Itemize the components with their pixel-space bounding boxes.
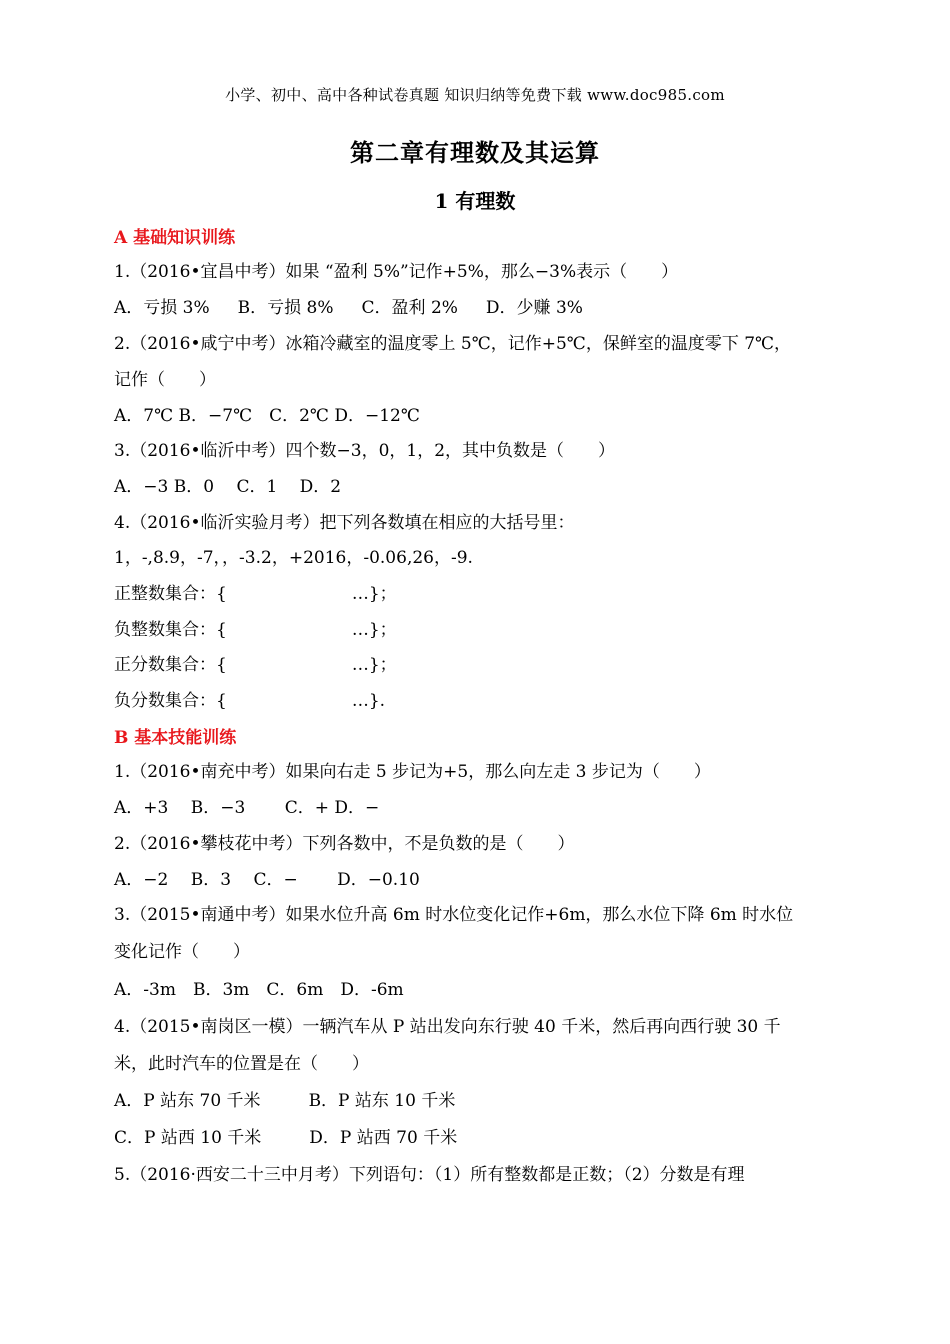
b-question-4-options-row2 xyxy=(114,1126,844,1150)
a-question-3: 3.（2016•临沂中考）四个数−3，0，1，2，其中负数是（ ） xyxy=(114,441,616,461)
option-d: D．P 站西 70 千米 xyxy=(309,1128,458,1148)
a-question-2-line1: 2.（2016•咸宁中考）冰箱冷藏室的温度零上 5℃，记作+5℃，保鲜室的温度零下 7℃， xyxy=(114,334,792,354)
a-question-1: 1.（2016•宜昌中考）如果 “盈利 5%”记作+5%，那么−3%表示（ ） xyxy=(114,262,679,282)
chapter-title: 第二章有理数及其运算 xyxy=(350,138,600,167)
set-end: …}； xyxy=(351,620,397,640)
option-b: B．亏损 8% xyxy=(237,298,334,318)
option-b: B．P 站东 10 千米 xyxy=(308,1091,456,1111)
b-question-3-line1: 3.（2015•南通中考）如果水位升高 6m 时水位变化记作+6m，那么水位下降 6m 时水位 xyxy=(114,905,794,925)
set-negative-fractions xyxy=(114,689,844,713)
b-question-1: 1.（2016•南充中考）如果向右走 5 步记为+5，那么向左走 3 步记为（ ） xyxy=(114,762,711,782)
set-label: 负分数集合：{ xyxy=(114,691,227,711)
a-question-4: 4.（2016•临沂实验月考）把下列各数填在相应的大括号里： xyxy=(114,513,575,533)
set-label: 正分数集合：{ xyxy=(114,655,227,675)
b-question-2: 2.（2016•攀枝花中考）下列各数中，不是负数的是（ ） xyxy=(114,834,575,854)
set-label: 正整数集合：{ xyxy=(114,584,227,604)
set-label: 负整数集合：{ xyxy=(114,620,227,640)
b-question-2-options: A．−2 B．3 C．− D．−0.10 xyxy=(114,870,420,890)
a-question-4-numbers: 1，-,8.9，-7，，-3.2，+2016，-0.06,26，-9. xyxy=(114,548,473,568)
a-question-2-options: A．7℃ B．−7℃ C．2℃ D．−12℃ xyxy=(114,406,420,426)
set-positive-integers xyxy=(114,582,844,606)
b-question-3-line2: 变化记作（ ） xyxy=(114,942,250,962)
option-a: A．亏损 3% xyxy=(114,298,210,318)
b-question-3-options: A．-3m B．3m C．6m D．-6m xyxy=(114,980,404,1000)
set-end: …}； xyxy=(351,655,397,675)
a-question-3-options: A．−3 B．0 C．1 D．2 xyxy=(114,477,342,497)
page-header: 小学、初中、高中各种试卷真题 知识归纳等免费下载 www.doc985.com xyxy=(225,86,725,104)
option-a: A．P 站东 70 千米 xyxy=(114,1091,261,1111)
b-question-4-line2: 米，此时汽车的位置是在（ ） xyxy=(114,1054,369,1074)
set-negative-integers xyxy=(114,618,844,642)
b-question-5-line1: 5.（2016·西安二十三中月考）下列语句：（1）所有整数都是正数；（2）分数是有理 xyxy=(114,1165,745,1185)
b-question-1-options: A．+3 B．−3 C．+ D．− xyxy=(114,798,380,818)
a-question-2-line2: 记作（ ） xyxy=(114,370,216,390)
set-positive-fractions xyxy=(114,653,844,677)
set-end: …}. xyxy=(351,691,386,711)
option-c: C．盈利 2% xyxy=(361,298,458,318)
option-d: D．少赚 3% xyxy=(485,298,583,318)
section-b-heading: B 基本技能训练 xyxy=(114,728,237,748)
section-title: 1 有理数 xyxy=(434,189,516,213)
option-c: C．P 站西 10 千米 xyxy=(114,1128,262,1148)
section-a-heading: A 基础知识训练 xyxy=(114,228,236,248)
b-question-4-line1: 4.（2015•南岗区一模）一辆汽车从 P 站出发向东行驶 40 千米，然后再向西行驶 30 千 xyxy=(114,1017,781,1037)
set-end: …}； xyxy=(351,584,397,604)
a-question-1-options xyxy=(114,296,844,320)
b-question-4-options-row1 xyxy=(114,1089,844,1113)
